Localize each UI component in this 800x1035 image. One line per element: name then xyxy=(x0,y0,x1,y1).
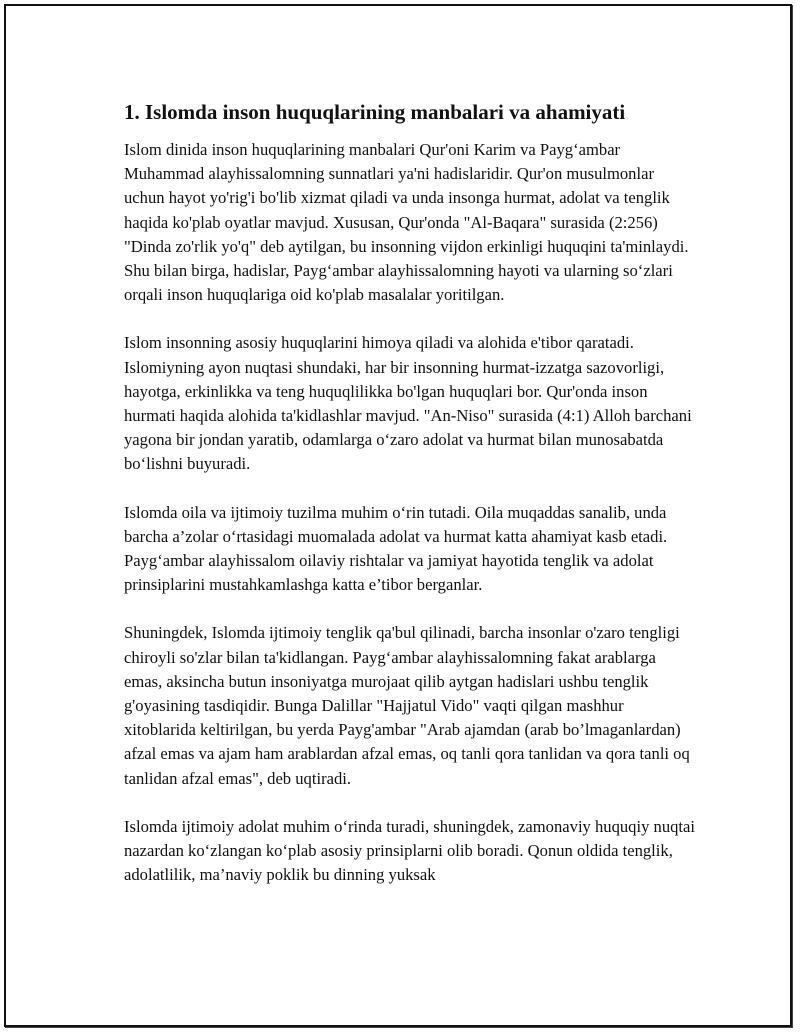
paragraph-2: Islom insonning asosiy huquqlarini himoya qiladi va alohida e'tibor qaratadi. Islomiyning ayon nuqtasi shundaki, har bir insonning hurmat-izzatga sazovorligi, hayotga, erkinlikka va teng huquqlilikka bo'lgan huquqlari bor. Qur'onda inson hurmati haqida alohida ta'kidlashlar mavjud. "An-Niso" surasida (4:1) Alloh barchani yagona bir jondan yaratib, odamlarga o‘zaro adolat va hurmat bilan munosabatda bo‘lishni buyuradi. xyxy=(124,333,692,474)
section-heading: 1. Islomda inson huquqlarining manbalari va ahamiyati xyxy=(124,100,626,124)
paragraph-5: Islomda ijtimoiy adolat muhim o‘rinda turadi, shuningdek, zamonaviy huquqiy nuqtai nazardan ko‘zlangan ko‘plab asosiy prinsiplarni olib boradi. Qonun oldida tenglik, adolatlilik, ma’naviy poklik bu dinning yuksak xyxy=(124,816,696,885)
paragraph-3: Islomda oila va ijtimoiy tuzilma muhim o‘rin tutadi. Oila muqaddas sanalib, unda barcha a’zolar o‘rtasidagi muomalada adolat va hurmat katta ahamiyat kasb etadi. Payg‘ambar alayhissalom oilaviy rishtalar va jamiyat hayotida tenglik va adolat prinsiplarini mustahkamlashga katta e’tibor berganlar. xyxy=(124,502,668,595)
paragraph-1: Islom dinida inson huquqlarining manbalari Qur'oni Karim va Payg‘ambar Muhammad alayhissalomning sunnatlari ya'ni hadislaridir. Qur'on musulmonlar uchun hayot yo'rig'i bo'lib xizmat qiladi va unda insonga hurmat, adolat va tenglik haqida ko'plab oyatlar mavjud. Xususan, Qur'onda "Al-Baqara" surasida (2:256) "Dinda zo'rlik yo'q" deb aytilgan, bu insonning vijdon erkinligi huquqini ta'minlaydi. Shu bilan birga, hadislar, Payg‘ambar alayhissalomning hayoti va ularning so‘zlari orqali inson huquqlariga oid ko'plab masalalar yoritilgan. xyxy=(124,140,689,305)
paragraph-4: Shuningdek, Islomda ijtimoiy tenglik qa'bul qilinadi, barcha insonlar o'zaro tengligi chiroyli so'zlar bilan ta'kidlangan. Payg‘ambar alayhissalomning fakat arablarga emas, aksincha butun insoniyatga murojaat qilib aytgan hadislari ushbu tenglik g'oyasining tasdiqidir. Bunga Dalillar "Hajjatul Vido" vaqti qilgan mashhur xitoblarida keltirilgan, bu yerda Payg'ambar "Arab ajamdan (arab bo’lmaganlardan) afzal emas va ajam ham arablardan afzal emas, oq tanli qora tanlidan va qora tanli oq tanlidan afzal emas", deb uqtiradi. xyxy=(124,623,690,788)
document-body xyxy=(124,98,698,911)
page-frame xyxy=(4,4,792,1027)
